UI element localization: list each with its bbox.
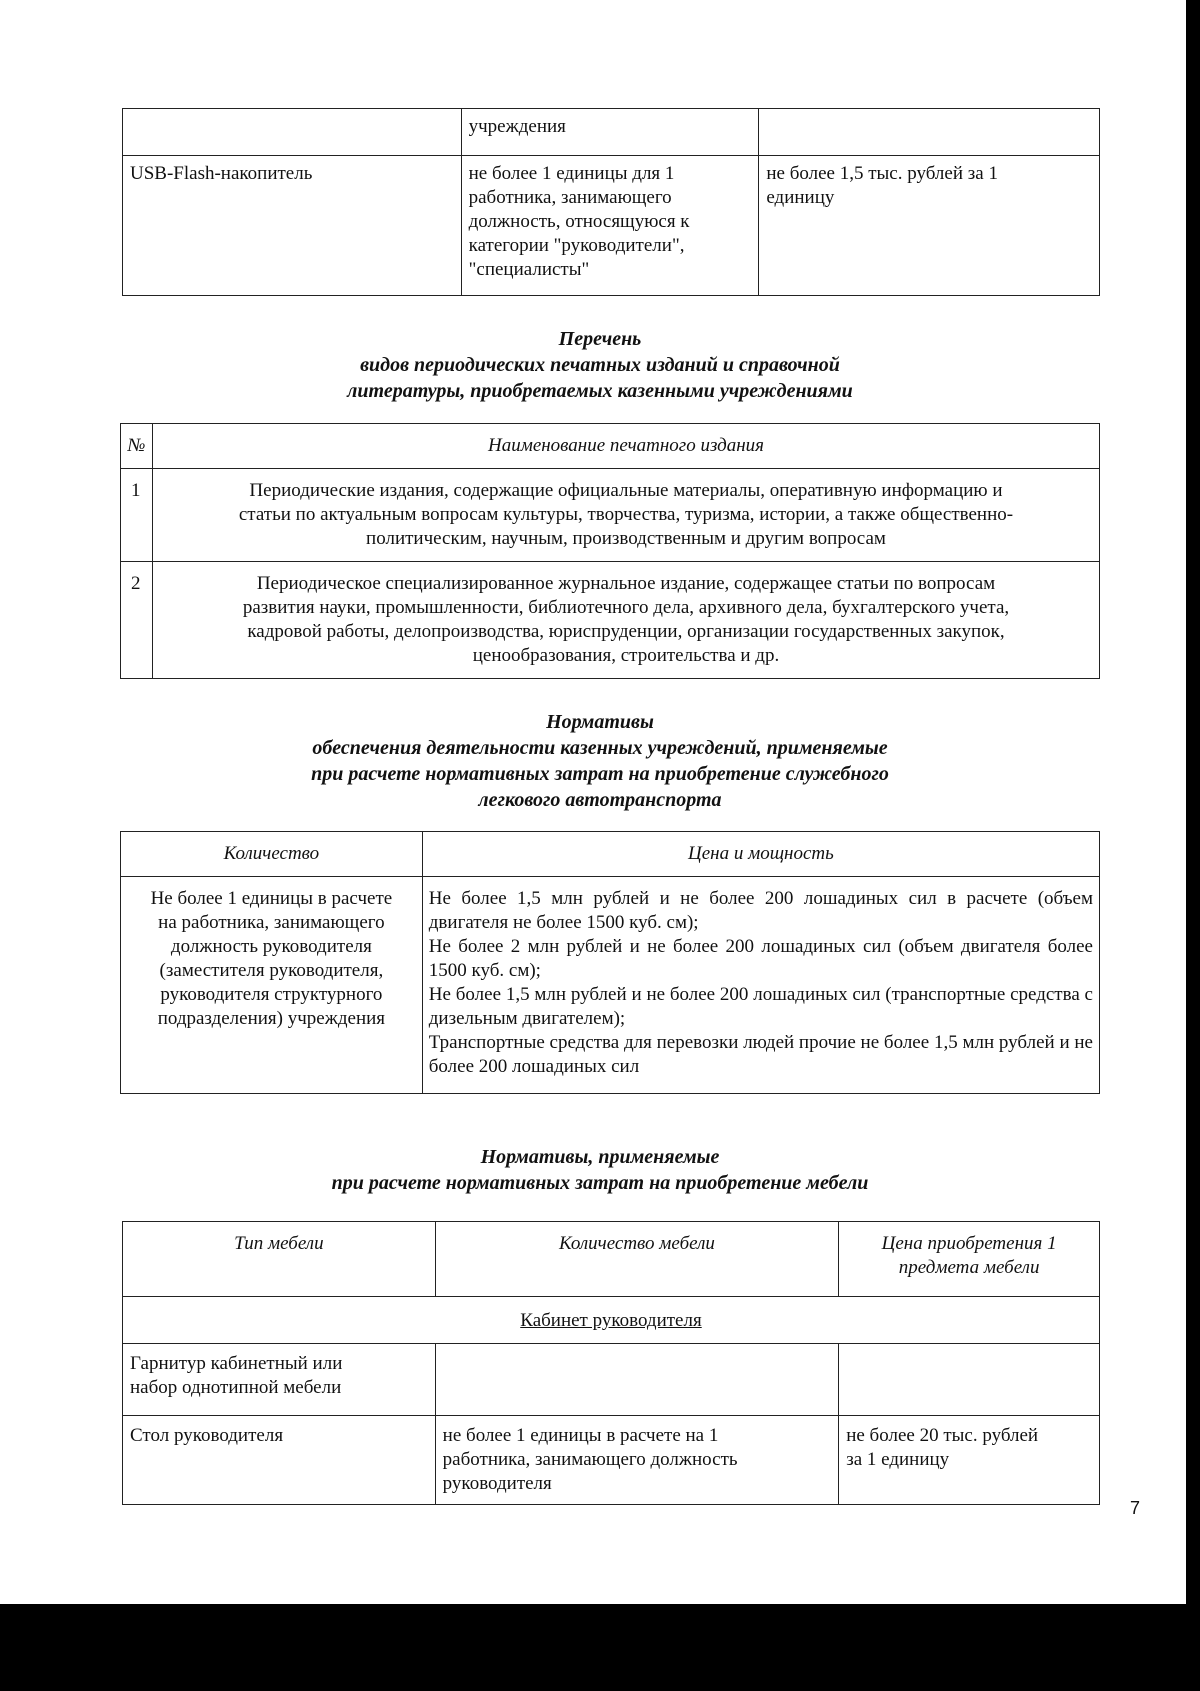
cell-line: статьи по актуальным вопросам культуры, творчества, туризма, истории, а также общественно- [238, 504, 1014, 525]
section-label [123, 1297, 1100, 1344]
header-quantity: Количество мебели [435, 1222, 839, 1297]
cell-line: "специалисты" [468, 259, 590, 280]
heading-line: Нормативы, применяемые [480, 1146, 720, 1168]
cell-line: ценообразования, строительства и др. [472, 645, 780, 666]
cell-line: работника, занимающего [468, 187, 672, 208]
table-cell [839, 1344, 1100, 1416]
heading-line: литературы, приобретаемых казенными учреждениями [347, 380, 853, 402]
table-row [123, 109, 1100, 156]
vehicles-heading [0, 709, 1200, 813]
cell-line: должность руководителя [170, 936, 372, 957]
cell-line: не более 1,5 тыс. рублей за 1 [766, 163, 998, 184]
vehicles-table [120, 831, 1100, 1094]
table-cell [759, 156, 1100, 296]
header-price-power: Цена и мощность [422, 832, 1099, 877]
table-row [121, 562, 1100, 679]
furniture-table [122, 1221, 1100, 1505]
cell-line: набор однотипной мебели [130, 1377, 342, 1398]
cell-paragraph: Не более 2 млн рублей и не более 200 лошадиных сил (объем двигателя более 1500 куб. см); [428, 936, 1093, 981]
heading-line: обеспечения деятельности казенных учреждений, применяемые [312, 737, 888, 759]
cell-paragraph: Транспортные средства для перевозки людей прочие не более 1,5 млн рублей и не более 200 лошадиных сил [428, 1032, 1093, 1077]
table-row [123, 1344, 1100, 1416]
table-cell: учреждения [461, 109, 759, 156]
header-quantity: Количество [121, 832, 423, 877]
section-label-text: Кабинет руководителя [520, 1310, 702, 1331]
cell-line: кадровой работы, делопроизводства, юриспруденции, организации государственных закупок, [247, 621, 1005, 642]
cell-line: (заместителя руководителя, [159, 960, 384, 981]
scan-edge [1186, 0, 1200, 1604]
cell-line: категории "руководители", [468, 235, 685, 256]
table-header-row [121, 832, 1100, 877]
table-cell [422, 877, 1099, 1094]
header-price [839, 1222, 1100, 1297]
table-row [123, 1416, 1100, 1505]
cell-line: работника, занимающего должность [442, 1449, 738, 1470]
cell-line: развития науки, промышленности, библиотечного дела, архивного дела, бухгалтерского учета, [242, 597, 1010, 618]
table-cell [152, 562, 1099, 679]
table-cell [435, 1344, 839, 1416]
header-name: Наименование печатного издания [152, 424, 1099, 469]
furniture-heading [0, 1144, 1200, 1196]
cell-line: руководителя [442, 1473, 552, 1494]
cell-line: должность, относящуюся к [468, 211, 690, 232]
table-row [123, 156, 1100, 296]
cell-paragraph: Не более 1,5 млн рублей и не более 200 лошадиных сил в расчете (объем двигателя не более 1500 куб. см); [428, 888, 1093, 933]
header-num: № [121, 424, 153, 469]
table-section-row [123, 1297, 1100, 1344]
table-row [121, 877, 1100, 1094]
row-number: 1 [121, 469, 153, 562]
equipment-table-continuation [122, 108, 1100, 296]
cell-line: Не более 1 единицы в расчете [150, 888, 393, 909]
table-cell [839, 1416, 1100, 1505]
table-cell: USB-Flash-накопитель [123, 156, 462, 296]
scan-edge-gap [1176, 0, 1186, 1604]
heading-line: Нормативы [546, 711, 654, 733]
table-header-row [123, 1222, 1100, 1297]
cell-line: не более 1 единицы в расчете на 1 [442, 1425, 719, 1446]
header-line: Цена приобретения 1 [881, 1233, 1057, 1254]
cell-line: руководителя структурного [160, 984, 383, 1005]
table-cell [121, 877, 423, 1094]
table-row [121, 469, 1100, 562]
table-cell [152, 469, 1099, 562]
table-cell [435, 1416, 839, 1505]
header-line: предмета мебели [898, 1257, 1040, 1278]
cell-line: единицу [766, 187, 835, 208]
periodicals-table [120, 423, 1100, 679]
table-header-row [121, 424, 1100, 469]
cell-line: Периодическое специализированное журнальное издание, содержащее статьи по вопросам [256, 573, 996, 594]
heading-line: при расчете нормативных затрат на приобретение служебного [311, 763, 889, 785]
cell-line: не более 20 тыс. рублей [846, 1425, 1039, 1446]
table-cell [461, 156, 759, 296]
table-cell [123, 109, 462, 156]
cell-paragraph: Не более 1,5 млн рублей и не более 200 лошадиных сил (транспортные средства с дизельным двигателем); [428, 984, 1093, 1029]
cell-line: Гарнитур кабинетный или [130, 1353, 343, 1374]
row-number: 2 [121, 562, 153, 679]
heading-line: Перечень [558, 328, 642, 350]
cell-line: политическим, научным, производственным и другим вопросам [366, 528, 886, 549]
cell-line: Стол руководителя [130, 1425, 284, 1446]
table-cell [759, 109, 1100, 156]
periodicals-heading [0, 326, 1200, 404]
table-cell [123, 1416, 436, 1505]
cell-line: на работника, занимающего [158, 912, 385, 933]
cell-line: не более 1 единицы для 1 [468, 163, 675, 184]
page-number: 7 [1130, 1498, 1141, 1518]
cell-line: Периодические издания, содержащие официальные материалы, оперативную информацию и [249, 480, 1003, 501]
heading-line: при расчете нормативных затрат на приобретение мебели [331, 1172, 869, 1194]
heading-line: видов периодических печатных изданий и справочной [360, 354, 840, 376]
cell-line: за 1 единицу [846, 1449, 950, 1470]
header-type: Тип мебели [123, 1222, 436, 1297]
cell-line: подразделения) учреждения [157, 1008, 386, 1029]
heading-line: легкового автотранспорта [478, 789, 722, 811]
scan-bottom-bar [0, 1604, 1200, 1691]
table-cell [123, 1344, 436, 1416]
